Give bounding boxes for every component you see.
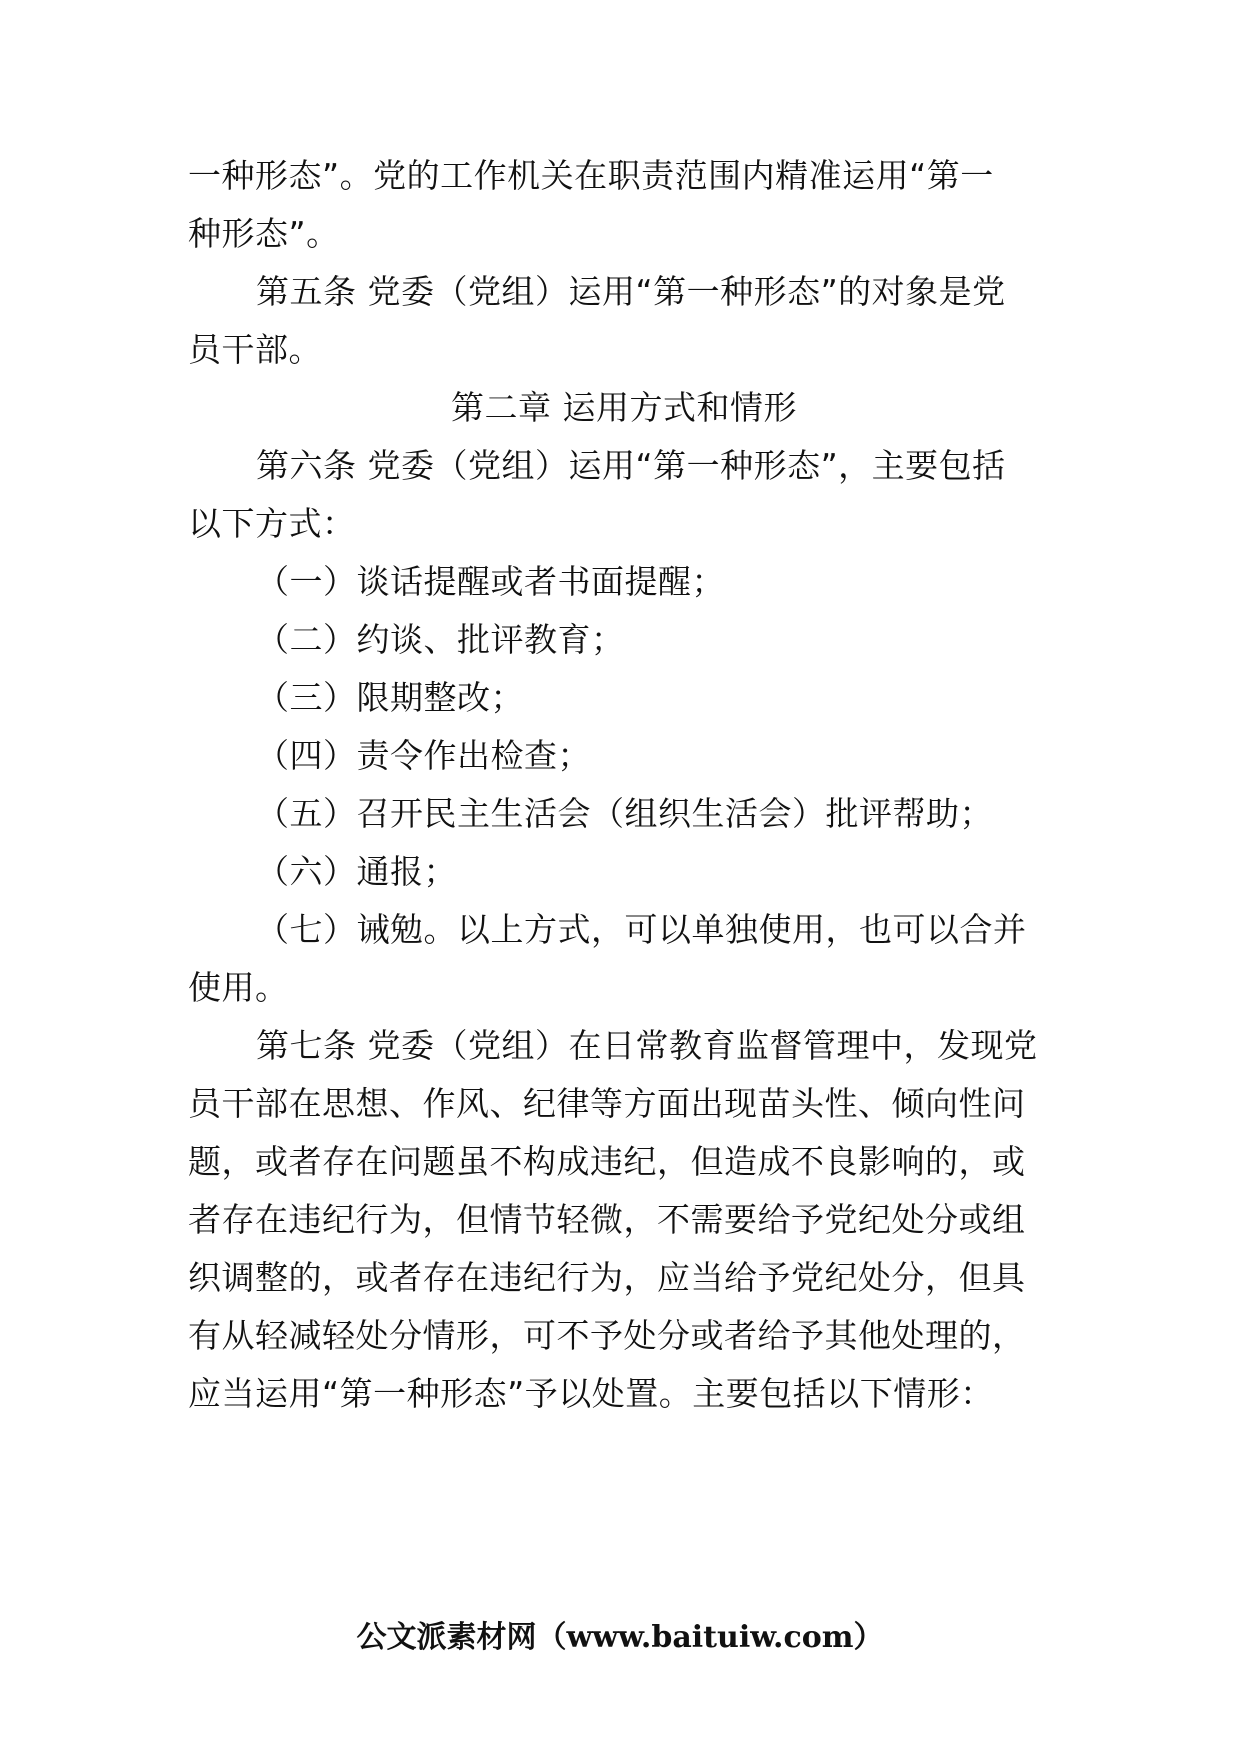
article-6-line-1: 第六条 党委（党组）运用“第一种形态”，主要包括 bbox=[256, 446, 1006, 485]
article-5-line-1: 第五条 党委（党组）运用“第一种形态”的对象是党 bbox=[256, 272, 1006, 311]
footer-watermark: 公文派素材网（www.baituiw.com） bbox=[356, 1620, 884, 1655]
article-7-line-2: 员干部在思想、作风、纪律等方面出现苗头性、倾向性问 bbox=[188, 1084, 1026, 1123]
chapter-heading: 第二章 运用方式和情形 bbox=[451, 388, 797, 427]
article-7-line-3: 题，或者存在问题虽不构成违纪，但造成不良影响的，或 bbox=[188, 1142, 1026, 1181]
list-item-1: （一）谈话提醒或者书面提醒； bbox=[256, 562, 725, 601]
list-item-4: （四）责令作出检查； bbox=[256, 736, 591, 775]
list-item-2: （二）约谈、批评教育； bbox=[256, 620, 625, 659]
text-line-1: 一种形态”。党的工作机关在职责范围内精准运用“第一 bbox=[188, 156, 994, 195]
list-item-6: （六）通报； bbox=[256, 852, 457, 891]
article-6-line-2: 以下方式： bbox=[188, 504, 356, 543]
article-7-line-7: 应当运用“第一种形态”予以处置。主要包括以下情形： bbox=[188, 1374, 994, 1413]
list-item-5: （五）召开民主生活会（组织生活会）批评帮助； bbox=[256, 794, 993, 833]
list-item-3: （三）限期整改； bbox=[256, 678, 524, 717]
list-item-7-cont: 使用。 bbox=[188, 968, 289, 1007]
article-5-line-2: 员干部。 bbox=[188, 330, 322, 369]
text-line-2: 种形态”。 bbox=[188, 214, 340, 253]
article-7-line-5: 织调整的，或者存在违纪行为，应当给予党纪处分，但具 bbox=[188, 1258, 1026, 1297]
article-7-line-6: 有从轻减轻处分情形，可不予处分或者给予其他处理的， bbox=[188, 1316, 1026, 1355]
list-item-7: （七）诫勉。以上方式，可以单独使用，也可以合并 bbox=[256, 910, 1027, 949]
article-7-line-1: 第七条 党委（党组）在日常教育监督管理中，发现党 bbox=[256, 1026, 1038, 1065]
article-7-line-4: 者存在违纪行为，但情节轻微，不需要给予党纪处分或组 bbox=[188, 1200, 1026, 1239]
